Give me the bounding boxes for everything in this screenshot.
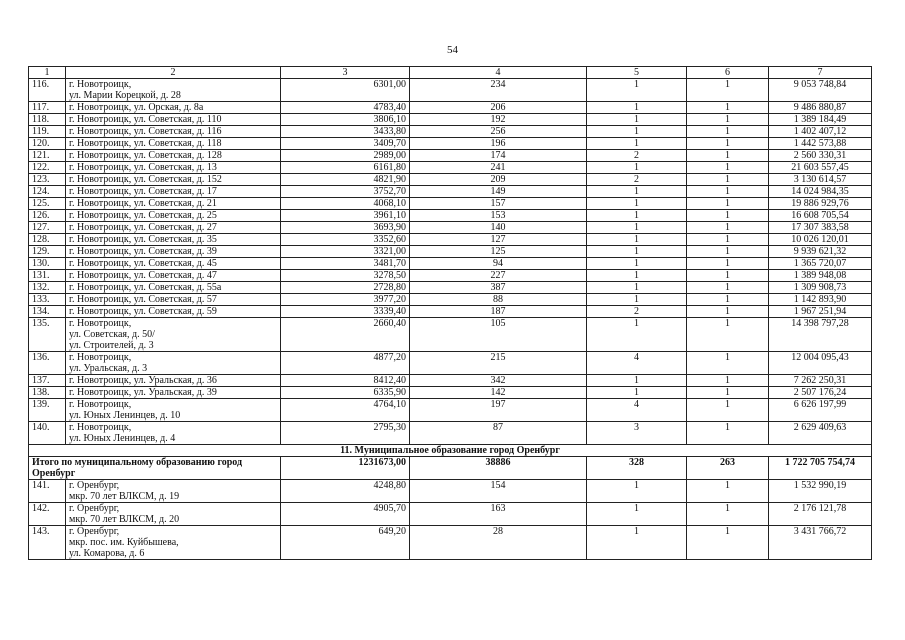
column-header: 2 (66, 67, 281, 79)
table-row (29, 114, 872, 126)
column-4-cell: 342 (410, 375, 587, 387)
column-6-cell: 1 (687, 138, 769, 150)
area-cell: 3752,70 (281, 186, 410, 198)
column-5-cell: 1 (587, 526, 687, 560)
column-4-cell: 149 (410, 186, 587, 198)
column-4-cell: 227 (410, 270, 587, 282)
column-4-cell: 154 (410, 480, 587, 503)
column-4-cell: 157 (410, 198, 587, 210)
area-cell: 3321,00 (281, 246, 410, 258)
cost-cell: 1 389 948,08 (769, 270, 872, 282)
column-5-cell: 1 (587, 282, 687, 294)
column-6-cell: 1 (687, 306, 769, 318)
address-cell (66, 102, 281, 114)
address-line: г. Новотроицк, ул. Советская, д. 59 (69, 306, 217, 317)
area-cell: 3693,90 (281, 222, 410, 234)
column-4-cell: 209 (410, 174, 587, 186)
column-5-cell: 4 (587, 399, 687, 422)
address-line: г. Новотроицк, ул. Советская, д. 55а (69, 282, 222, 293)
address-line: г. Новотроицк, ул. Советская, д. 57 (69, 294, 217, 305)
address-cell (66, 150, 281, 162)
area-cell: 3409,70 (281, 138, 410, 150)
cost-cell: 2 507 176,24 (769, 387, 872, 399)
row-number: 142. (29, 503, 66, 526)
area-cell: 4877,20 (281, 352, 410, 375)
table-row (29, 480, 872, 503)
row-number: 138. (29, 387, 66, 399)
cost-cell: 9 486 880,87 (769, 102, 872, 114)
table-row (29, 352, 872, 375)
table-row (29, 174, 872, 186)
column-6-cell: 1 (687, 126, 769, 138)
row-number: 129. (29, 246, 66, 258)
cost-cell: 21 603 557,45 (769, 162, 872, 174)
column-6-cell: 1 (687, 270, 769, 282)
row-number: 133. (29, 294, 66, 306)
column-5-cell: 1 (587, 387, 687, 399)
table-row (29, 126, 872, 138)
column-5-cell: 3 (587, 422, 687, 445)
area-cell: 2989,00 (281, 150, 410, 162)
column-4-cell: 234 (410, 79, 587, 102)
column-6-cell: 1 (687, 102, 769, 114)
address-cell (66, 174, 281, 186)
table-row (29, 138, 872, 150)
column-5-cell: 1 (587, 162, 687, 174)
cost-cell: 10 026 120,01 (769, 234, 872, 246)
row-number: 136. (29, 352, 66, 375)
area-cell: 6161,80 (281, 162, 410, 174)
cost-cell: 1 365 720,07 (769, 258, 872, 270)
column-6-cell: 1 (687, 503, 769, 526)
cost-cell: 17 307 383,58 (769, 222, 872, 234)
table-row (29, 258, 872, 270)
area-cell: 4905,70 (281, 503, 410, 526)
area-cell: 649,20 (281, 526, 410, 560)
address-cell (66, 126, 281, 138)
column-4-cell: 387 (410, 282, 587, 294)
address-cell (66, 282, 281, 294)
address-line: г. Новотроицк, ул. Уральская, д. 36 (69, 375, 217, 386)
row-number: 122. (29, 162, 66, 174)
row-number: 135. (29, 318, 66, 352)
row-number: 130. (29, 258, 66, 270)
column-header: 1 (29, 67, 66, 79)
column-5-cell: 2 (587, 150, 687, 162)
column-6-cell: 1 (687, 258, 769, 270)
column-6-cell: 1 (687, 222, 769, 234)
cost-cell: 1 309 908,73 (769, 282, 872, 294)
column-5-cell: 1 (587, 375, 687, 387)
table-row (29, 162, 872, 174)
area-cell: 3339,40 (281, 306, 410, 318)
column-5-cell: 4 (587, 352, 687, 375)
cost-cell: 1 442 573,88 (769, 138, 872, 150)
cost-cell: 9 053 748,84 (769, 79, 872, 102)
table-row (29, 210, 872, 222)
row-number: 116. (29, 79, 66, 102)
column-header: 4 (410, 67, 587, 79)
row-number: 139. (29, 399, 66, 422)
area-cell: 3977,20 (281, 294, 410, 306)
address-cell (66, 318, 281, 352)
column-4-cell: 140 (410, 222, 587, 234)
address-cell (66, 258, 281, 270)
column-4-cell: 127 (410, 234, 587, 246)
address-line: ул. Марии Корецкой, д. 28 (69, 90, 181, 101)
column-header: 5 (587, 67, 687, 79)
address-cell (66, 114, 281, 126)
column-6-cell: 1 (687, 480, 769, 503)
address-line: ул. Уральская, д. 3 (69, 363, 148, 374)
column-4-cell: 142 (410, 387, 587, 399)
address-line: г. Новотроицк, ул. Советская, д. 47 (69, 270, 217, 281)
area-cell: 6335,90 (281, 387, 410, 399)
area-cell: 4764,10 (281, 399, 410, 422)
column-header: 6 (687, 67, 769, 79)
column-5-cell: 1 (587, 102, 687, 114)
address-cell (66, 270, 281, 282)
cost-cell: 7 262 250,31 (769, 375, 872, 387)
column-6-cell: 1 (687, 318, 769, 352)
cost-cell: 6 626 197,99 (769, 399, 872, 422)
column-5-cell: 1 (587, 234, 687, 246)
address-line: г. Новотроицк, (69, 318, 132, 329)
row-number: 137. (29, 375, 66, 387)
column-6-cell: 1 (687, 422, 769, 445)
area-cell: 6301,00 (281, 79, 410, 102)
column-6-cell: 1 (687, 246, 769, 258)
row-number: 128. (29, 234, 66, 246)
column-5-cell: 1 (587, 503, 687, 526)
column-4-cell: 105 (410, 318, 587, 352)
column-6-cell: 1 (687, 399, 769, 422)
address-line: г. Новотроицк, ул. Советская, д. 118 (69, 138, 222, 149)
row-number: 119. (29, 126, 66, 138)
address-cell (66, 375, 281, 387)
column-6-cell: 1 (687, 186, 769, 198)
row-number: 117. (29, 102, 66, 114)
cost-cell: 2 560 330,31 (769, 150, 872, 162)
area-cell: 2728,80 (281, 282, 410, 294)
address-cell (66, 222, 281, 234)
cost-cell: 9 939 621,32 (769, 246, 872, 258)
cost-cell: 1 967 251,94 (769, 306, 872, 318)
column-6-cell: 1 (687, 114, 769, 126)
table-row (29, 375, 872, 387)
address-line: ул. Комарова, д. 6 (69, 548, 145, 559)
cost-cell: 12 004 095,43 (769, 352, 872, 375)
column-4-cell: 256 (410, 126, 587, 138)
row-number: 132. (29, 282, 66, 294)
address-cell (66, 399, 281, 422)
column-5-cell: 1 (587, 114, 687, 126)
row-number: 131. (29, 270, 66, 282)
area-cell: 4783,40 (281, 102, 410, 114)
address-cell (66, 198, 281, 210)
column-5-cell: 1 (587, 186, 687, 198)
address-line: ул. Юных Ленинцев, д. 10 (69, 410, 181, 421)
table-row (29, 526, 872, 560)
address-line: ул. Строителей, д. 3 (69, 340, 154, 351)
address-cell (66, 503, 281, 526)
table-row (29, 222, 872, 234)
address-cell (66, 162, 281, 174)
column-5-cell: 2 (587, 174, 687, 186)
total-column-4: 38886 (410, 457, 587, 480)
area-cell: 3278,50 (281, 270, 410, 282)
column-4-cell: 163 (410, 503, 587, 526)
column-4-cell: 187 (410, 306, 587, 318)
cost-cell: 14 024 984,35 (769, 186, 872, 198)
column-6-cell: 1 (687, 198, 769, 210)
address-line: мкр. 70 лет ВЛКСМ, д. 20 (69, 514, 180, 525)
row-number: 124. (29, 186, 66, 198)
section-row (29, 445, 872, 457)
address-line: г. Новотроицк, ул. Советская, д. 35 (69, 234, 217, 245)
area-cell: 4821,90 (281, 174, 410, 186)
address-cell (66, 387, 281, 399)
column-4-cell: 94 (410, 258, 587, 270)
cost-cell: 1 142 893,90 (769, 294, 872, 306)
table-row (29, 387, 872, 399)
column-4-cell: 192 (410, 114, 587, 126)
table-row (29, 503, 872, 526)
column-5-cell: 1 (587, 138, 687, 150)
address-cell (66, 306, 281, 318)
column-4-cell: 241 (410, 162, 587, 174)
address-cell (66, 234, 281, 246)
address-line: г. Оренбург, (69, 480, 120, 491)
address-line: г. Новотроицк, (69, 399, 132, 410)
address-line: г. Новотроицк, ул. Советская, д. 45 (69, 258, 217, 269)
column-header: 3 (281, 67, 410, 79)
cost-cell: 2 629 409,63 (769, 422, 872, 445)
column-4-cell: 28 (410, 526, 587, 560)
column-4-cell: 153 (410, 210, 587, 222)
table-row (29, 422, 872, 445)
column-5-cell: 1 (587, 318, 687, 352)
column-6-cell: 1 (687, 294, 769, 306)
total-label: Итого по муниципальному образованию город Оренбург (29, 457, 281, 480)
column-4-cell: 174 (410, 150, 587, 162)
row-number: 123. (29, 174, 66, 186)
table-row (29, 399, 872, 422)
column-5-cell: 1 (587, 79, 687, 102)
address-line: г. Новотроицк, (69, 79, 132, 90)
area-cell: 4068,10 (281, 198, 410, 210)
column-6-cell: 1 (687, 352, 769, 375)
address-line: г. Новотроицк, ул. Советская, д. 21 (69, 198, 217, 209)
table-row (29, 186, 872, 198)
total-column-5: 328 (587, 457, 687, 480)
column-4-cell: 206 (410, 102, 587, 114)
column-5-cell: 1 (587, 480, 687, 503)
table-row (29, 246, 872, 258)
address-line: г. Оренбург, (69, 526, 120, 537)
row-number: 118. (29, 114, 66, 126)
column-5-cell: 1 (587, 294, 687, 306)
column-4-cell: 88 (410, 294, 587, 306)
cost-cell: 1 532 990,19 (769, 480, 872, 503)
area-cell: 3352,60 (281, 234, 410, 246)
column-6-cell: 1 (687, 210, 769, 222)
column-6-cell: 1 (687, 387, 769, 399)
column-5-cell: 1 (587, 246, 687, 258)
cost-cell: 2 176 121,78 (769, 503, 872, 526)
area-cell: 3806,10 (281, 114, 410, 126)
column-4-cell: 215 (410, 352, 587, 375)
address-line: мкр. пос. им. Куйбышева, (69, 537, 179, 548)
section-title: 11. Муниципальное образование город Оренбург (29, 445, 872, 457)
column-4-cell: 87 (410, 422, 587, 445)
address-line: г. Новотроицк, (69, 352, 132, 363)
area-cell: 2660,40 (281, 318, 410, 352)
column-6-cell: 1 (687, 234, 769, 246)
address-line: г. Новотроицк, ул. Советская, д. 128 (69, 150, 222, 161)
table-row (29, 270, 872, 282)
address-cell (66, 210, 281, 222)
column-5-cell: 1 (587, 210, 687, 222)
address-line: г. Новотроицк, ул. Уральская, д. 39 (69, 387, 217, 398)
data-table (28, 66, 872, 560)
column-6-cell: 1 (687, 526, 769, 560)
area-cell: 3433,80 (281, 126, 410, 138)
column-6-cell: 1 (687, 375, 769, 387)
address-cell (66, 79, 281, 102)
cost-cell: 14 398 797,28 (769, 318, 872, 352)
cost-cell: 3 431 766,72 (769, 526, 872, 560)
area-cell: 3481,70 (281, 258, 410, 270)
table-row (29, 282, 872, 294)
address-line: ул. Советская, д. 50/ (69, 329, 155, 340)
cost-cell: 3 130 614,57 (769, 174, 872, 186)
total-column-6: 263 (687, 457, 769, 480)
address-line: г. Новотроицк, ул. Советская, д. 17 (69, 186, 217, 197)
cost-cell: 1 389 184,49 (769, 114, 872, 126)
address-line: ул. Юных Ленинцев, д. 4 (69, 433, 176, 444)
address-line: г. Новотроицк, ул. Советская, д. 27 (69, 222, 217, 233)
area-cell: 3961,10 (281, 210, 410, 222)
address-cell (66, 138, 281, 150)
row-number: 141. (29, 480, 66, 503)
table-row (29, 102, 872, 114)
address-line: г. Новотроицк, ул. Орская, д. 8а (69, 102, 204, 113)
table-row (29, 79, 872, 102)
table-row (29, 198, 872, 210)
row-number: 127. (29, 222, 66, 234)
column-5-cell: 1 (587, 198, 687, 210)
row-number: 126. (29, 210, 66, 222)
table-row (29, 306, 872, 318)
area-cell: 8412,40 (281, 375, 410, 387)
column-5-cell: 1 (587, 222, 687, 234)
row-number: 143. (29, 526, 66, 560)
address-cell (66, 186, 281, 198)
column-4-cell: 196 (410, 138, 587, 150)
table-row (29, 150, 872, 162)
address-cell (66, 352, 281, 375)
column-header-row (29, 67, 872, 79)
address-line: г. Новотроицк, (69, 422, 132, 433)
row-number: 121. (29, 150, 66, 162)
area-cell: 2795,30 (281, 422, 410, 445)
address-line: г. Оренбург, (69, 503, 120, 514)
address-line: мкр. 70 лет ВЛКСМ, д. 19 (69, 491, 180, 502)
address-line: г. Новотроицк, ул. Советская, д. 39 (69, 246, 217, 257)
address-line: г. Новотроицк, ул. Советская, д. 116 (69, 126, 222, 137)
cost-cell: 1 402 407,12 (769, 126, 872, 138)
address-cell (66, 294, 281, 306)
column-4-cell: 125 (410, 246, 587, 258)
table-row (29, 294, 872, 306)
row-number: 140. (29, 422, 66, 445)
address-line: г. Новотроицк, ул. Советская, д. 152 (69, 174, 222, 185)
cost-cell: 19 886 929,76 (769, 198, 872, 210)
address-line: г. Новотроицк, ул. Советская, д. 25 (69, 210, 217, 221)
table-row (29, 318, 872, 352)
page-number: 54 (447, 44, 458, 56)
column-6-cell: 1 (687, 162, 769, 174)
column-5-cell: 1 (587, 270, 687, 282)
total-row (29, 457, 872, 480)
address-cell (66, 246, 281, 258)
column-5-cell: 2 (587, 306, 687, 318)
total-area: 1231673,00 (281, 457, 410, 480)
column-6-cell: 1 (687, 282, 769, 294)
address-line: г. Новотроицк, ул. Советская, д. 13 (69, 162, 217, 173)
column-6-cell: 1 (687, 174, 769, 186)
area-cell: 4248,80 (281, 480, 410, 503)
column-5-cell: 1 (587, 126, 687, 138)
address-cell (66, 526, 281, 560)
table-row (29, 234, 872, 246)
column-5-cell: 1 (587, 258, 687, 270)
column-4-cell: 197 (410, 399, 587, 422)
column-header: 7 (769, 67, 872, 79)
row-number: 134. (29, 306, 66, 318)
address-cell (66, 480, 281, 503)
column-6-cell: 1 (687, 150, 769, 162)
total-cost: 1 722 705 754,74 (769, 457, 872, 480)
column-6-cell: 1 (687, 79, 769, 102)
cost-cell: 16 608 705,54 (769, 210, 872, 222)
address-line: г. Новотроицк, ул. Советская, д. 110 (69, 114, 222, 125)
address-cell (66, 422, 281, 445)
row-number: 125. (29, 198, 66, 210)
row-number: 120. (29, 138, 66, 150)
